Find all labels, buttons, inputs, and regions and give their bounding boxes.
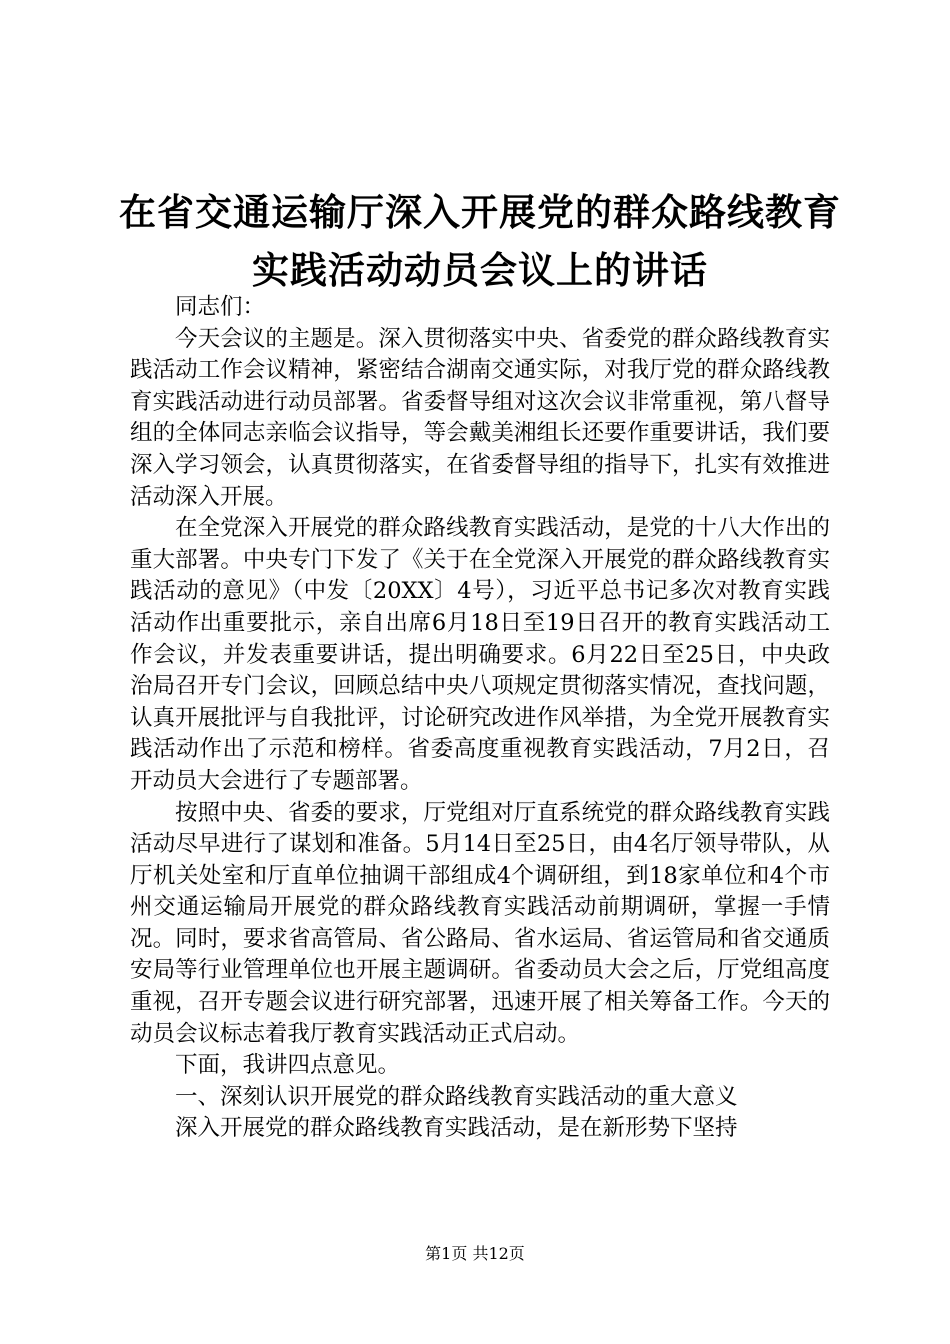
document-title: 在省交通运输厅深入开展党的群众路线教育实践活动动员会议上的讲话: [119, 190, 841, 292]
salutation-paragraph: 同志们：: [175, 294, 266, 320]
document-body: [130, 292, 830, 1145]
body-paragraph: 在全党深入开展党的群众路线教育实践活动，是党的十八大作出的重大部署。中央专门下发了《关于在全党深入开展党的群众路线教育实践活动的意见》（中发〔20XX〕4号），习近平总书记多次对教育实践活动作出重要批示，亲自出席6月18日至19日召开的教育实践活动工作会议，并发表重要讲话，提出明确要求。6月22日至25日，中央政治局召开专门会议，回顾总结中央八项规定贯彻落实情况，查找问题，认真开展批评与自我批评，讨论研究改进作风举措，为全党开展教育实践活动作出了示范和榜样。省委高度重视教育实践活动，7月2日，召开动员大会进行了专题部署。: [130, 515, 830, 794]
page-number-footer: 第1页 共12页: [425, 1244, 525, 1263]
body-paragraph: 按照中央、省委的要求，厅党组对厅直系统党的群众路线教育实践活动尽早进行了谋划和准备。5月14日至25日，由4名厅领导带队，从厅机关处室和厅直单位抽调干部组成4个调研组，到18家单位和4个市州交通运输局开展党的群众路线教育实践活动前期调研，掌握一手情况。同时，要求省高管局、省公路局、省水运局、省运管局和省交通质安局等行业管理单位也开展主题调研。省委动员大会之后，厅党组高度重视，召开专题会议进行研究部署，迅速开展了相关筹备工作。今天的动员会议标志着我厅教育实践活动正式启动。: [130, 799, 830, 1047]
body-paragraph: 下面，我讲四点意见。: [175, 1052, 401, 1079]
body-paragraph: 今天会议的主题是。深入贯彻落实中央、省委党的群众路线教育实践活动工作会议精神，紧密结合湖南交通实际，对我厅党的群众路线教育实践活动进行动员部署。省委督导组对这次会议非常重视，第八督导组的全体同志亲临会议指导，等会戴美湘组长还要作重要讲话，我们要深入学习领会，认真贯彻落实，在省委督导组的指导下，扎实有效推进活动深入开展。: [130, 325, 830, 510]
body-paragraph: 深入开展党的群众路线教育实践活动，是在新形势下坚持: [175, 1115, 738, 1142]
section-heading: 一、深刻认识开展党的群众路线教育实践活动的重大意义: [175, 1083, 738, 1110]
